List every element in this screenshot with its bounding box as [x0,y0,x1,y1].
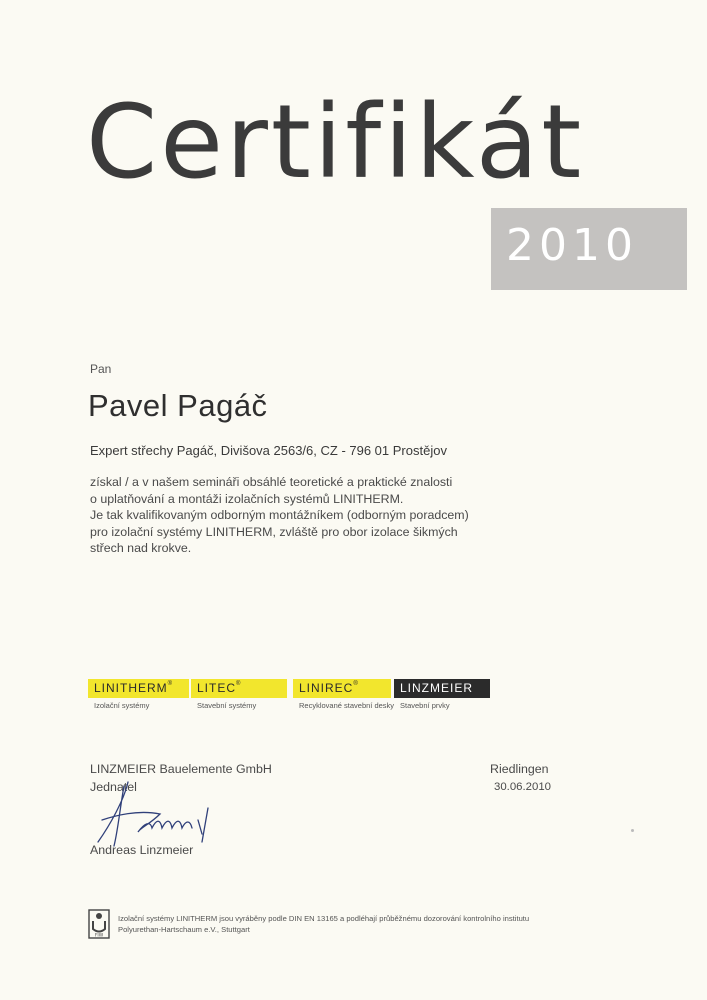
body-line: získal / a v našem semináři obsáhlé teoretické a praktické znalosti [90,475,453,489]
brand-logo [293,679,391,698]
brand-mark: ® [353,681,359,687]
brand-linirec [293,679,394,710]
footnote-line: Polyurethan-Hartschaum e.V., Stuttgart [118,925,250,934]
date: 30.06.2010 [494,781,552,793]
body-line: pro izolační systémy LINITHERM, zvláště pro obor izolace šikmých [90,524,458,539]
brand-name: LINITHERM [94,681,168,695]
paper-speck [631,829,634,832]
brand-strip [88,679,508,719]
brand-litec [191,679,287,710]
recipient-company: Expert střechy Pagáč, Divišova 2563/6, CZ - 796 01 Prostějov [90,443,447,458]
brand-mark: ® [236,681,242,687]
certificate-year: 2010 [506,220,638,271]
svg-text:FIW: FIW [94,933,104,939]
signatory-role: Jednatel [90,780,137,794]
signatory-company: LINZMEIER Bauelemente GmbH [90,762,272,776]
place: Riedlingen [490,762,549,776]
brand-logo [191,679,287,698]
brand-logo [394,679,490,698]
fiw-logo-icon [88,909,110,939]
certificate-title: Certifikát [86,83,585,202]
certificate-body [90,474,530,557]
brand-mark: ® [167,681,174,687]
brand-name: LINIREC [299,681,354,695]
signature-image [80,780,220,850]
brand-linitherm [88,679,189,710]
brand-subtitle: Izolační systémy [94,701,150,710]
brand-subtitle: Stavební systémy [197,701,257,710]
body-line: o uplatňování a montáži izolačních systémů LINITHERM. [90,491,404,506]
footnote [118,913,538,935]
salutation: Pan [90,362,112,376]
signatory-name: Andreas Linzmeier [90,843,194,857]
body-line: Je tak kvalifikovaným odborným montážníkem (odborným poradcem) [90,508,469,522]
brand-subtitle: Recyklované stavební desky [299,701,395,710]
brand-logo [88,679,189,698]
brand-linzmeier [394,679,490,710]
brand-name: LINZMEIER [400,681,474,695]
brand-subtitle: Stavební prvky [400,701,450,710]
body-line: střech nad krokve. [90,541,192,555]
recipient-name: Pavel Pagáč [88,388,268,423]
footnote-line: Izolační systémy LINITHERM jsou vyráběny podle DIN EN 13165 a podléhají průběžnému dozorování kontrolního institutu [118,914,530,923]
brand-name: LITEC [197,681,237,695]
